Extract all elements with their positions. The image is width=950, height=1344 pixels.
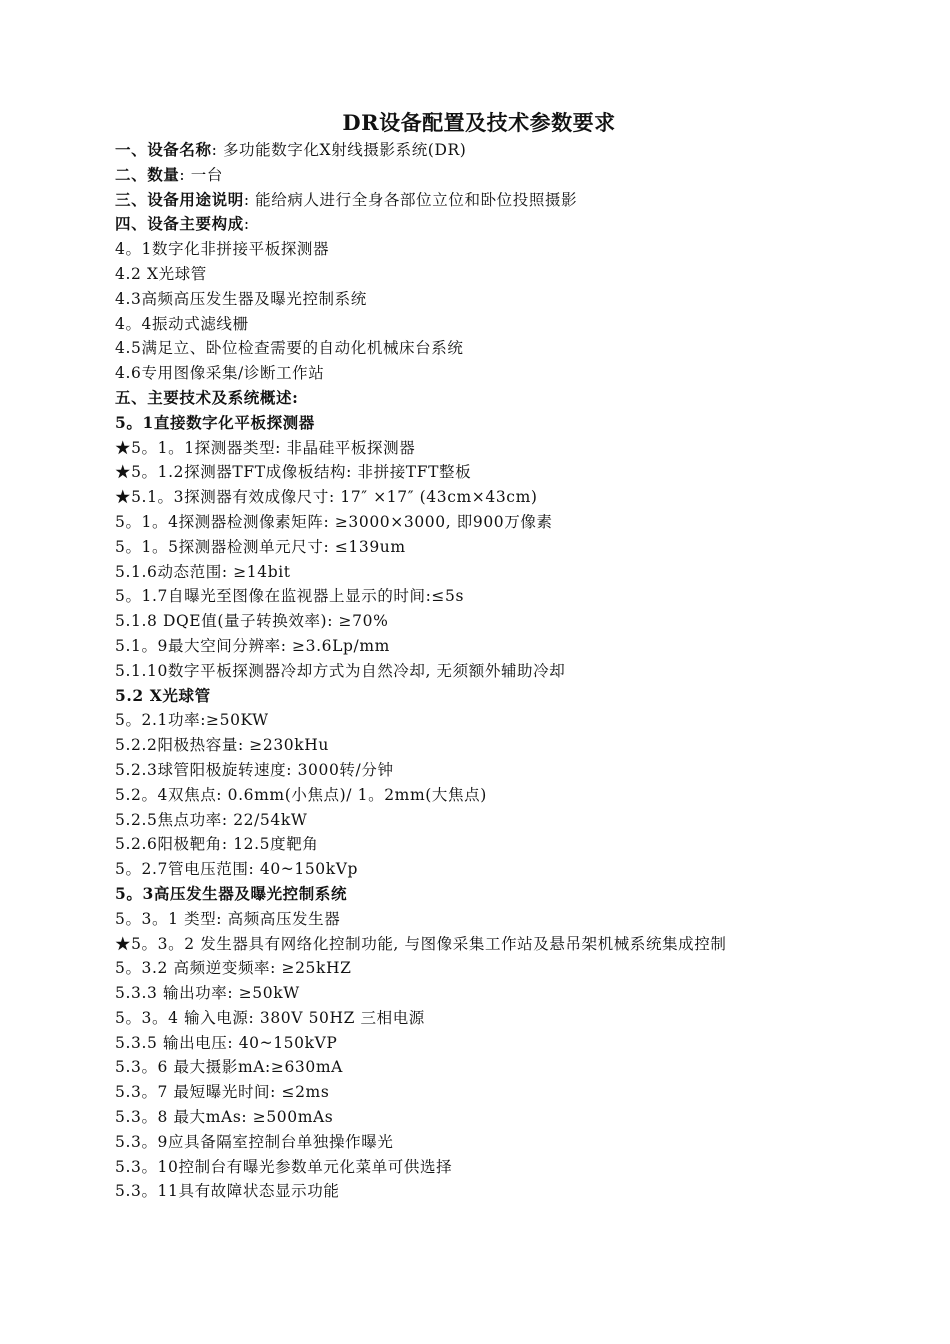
detector-spec: ★5。1.2探测器TFT成像板结构: 非拼接TFT整板 <box>115 463 472 482</box>
tube-spec: 5.2.5焦点功率: 22/54kW <box>115 810 308 829</box>
generator-spec: 5。3。4 输入电源: 380V 50HZ 三相电源 <box>115 1008 425 1027</box>
detector-heading: 5。1直接数字化平板探测器 <box>115 412 315 432</box>
section-value: : 多功能数字化X射线摄影系统(DR) <box>211 141 467 159</box>
tube-spec: 5.2.6阳极靶角: 12.5度靶角 <box>115 835 319 854</box>
component-item: 4.2 X光球管 <box>115 264 207 283</box>
generator-heading: 5。3高压发生器及曝光控制系统 <box>115 883 348 903</box>
generator-spec: 5.3。6 最大摄影mA:≥630mA <box>115 1058 343 1077</box>
component-item: 4。4振动式滤线栅 <box>115 314 249 333</box>
generator-spec: 5.3。10控制台有曝光参数单元化菜单可供选择 <box>115 1157 453 1176</box>
component-item: 4。1数字化非拼接平板探测器 <box>115 240 330 259</box>
component-item: 4.5满足立、卧位检查需要的自动化机械床台系统 <box>115 339 464 358</box>
tube-spec: 5.2。4双焦点: 0.6mm(小焦点)/ 1。2mm(大焦点) <box>115 785 487 804</box>
section-label: 四、设备主要构成 <box>115 214 244 234</box>
section-label: 一、设备名称 <box>115 140 212 159</box>
detector-spec: ★5。1。1探测器类型: 非晶硅平板探测器 <box>115 438 416 457</box>
detector-spec: 5.1.8 DQE值(量子转换效率): ≥70% <box>115 612 389 631</box>
detector-spec: 5。1.7自曝光至图像在监视器上显示的时间:≤5s <box>115 587 465 606</box>
tube-spec: 5。2.7管电压范围: 40~150kVp <box>115 860 359 879</box>
detector-spec: 5。1。5探测器检测单元尺寸: ≤139um <box>115 537 406 556</box>
quantity-line <box>115 163 843 188</box>
purpose-line <box>115 188 843 213</box>
tube-spec: 5。2.1功率:≥50KW <box>115 711 269 730</box>
generator-spec: 5。3。1 类型: 高频高压发生器 <box>115 909 341 928</box>
tube-spec: 5.2.3球管阳极旋转速度: 3000转/分钟 <box>115 760 394 779</box>
generator-spec: ★5。3。2 发生器具有网络化控制功能, 与图像采集工作站及悬吊架机械系统集成控制 <box>115 934 727 953</box>
detector-spec: 5.1。9最大空间分辨率: ≥3.6Lp/mm <box>115 636 390 655</box>
detector-spec: 5.1.10数字平板探测器冷却方式为自然冷却, 无须额外辅助冷却 <box>115 661 566 680</box>
component-item: 4.3高频高压发生器及曝光控制系统 <box>115 289 367 308</box>
detector-spec: 5.1.6动态范围: ≥14bit <box>115 562 291 581</box>
component-item: 4.6专用图像采集/诊断工作站 <box>115 364 325 383</box>
section-value: : 一台 <box>179 165 223 184</box>
generator-spec: 5.3。8 最大mAs: ≥500mAs <box>115 1108 334 1127</box>
generator-spec: 5.3。11具有故障状态显示功能 <box>115 1182 340 1201</box>
tube-heading: 5.2 X光球管 <box>115 685 211 705</box>
tech-overview-heading: 五、主要技术及系统概述: <box>115 387 299 407</box>
section-label: 二、数量 <box>115 164 180 184</box>
detector-spec: ★5.1。3探测器有效成像尺寸: 17″ ×17″ (43cm×43cm) <box>115 488 538 507</box>
section-value: : <box>243 215 250 234</box>
equipment-name-line <box>115 138 843 163</box>
components-heading <box>115 212 843 237</box>
generator-spec: 5.3。9应具备隔室控制台单独操作曝光 <box>115 1132 394 1151</box>
generator-spec: 5.3.3 输出功率: ≥50kW <box>115 984 300 1003</box>
generator-spec: 5。3.2 高频逆变频率: ≥25kHZ <box>115 959 352 978</box>
document-body <box>115 108 843 1204</box>
tube-spec: 5.2.2阳极热容量: ≥230kHu <box>115 736 329 755</box>
detector-spec: 5。1。4探测器检测像素矩阵: ≥3000×3000, 即900万像素 <box>115 512 553 531</box>
document-title: DR设备配置及技术参数要求 <box>342 110 616 135</box>
section-label: 三、设备用途说明 <box>115 189 244 209</box>
generator-spec: 5.3.5 输出电压: 40~150kVP <box>115 1033 338 1052</box>
section-value: : 能给病人进行全身各部位立位和卧位投照摄影 <box>243 190 578 209</box>
generator-spec: 5.3。7 最短曝光时间: ≤2ms <box>115 1083 330 1102</box>
